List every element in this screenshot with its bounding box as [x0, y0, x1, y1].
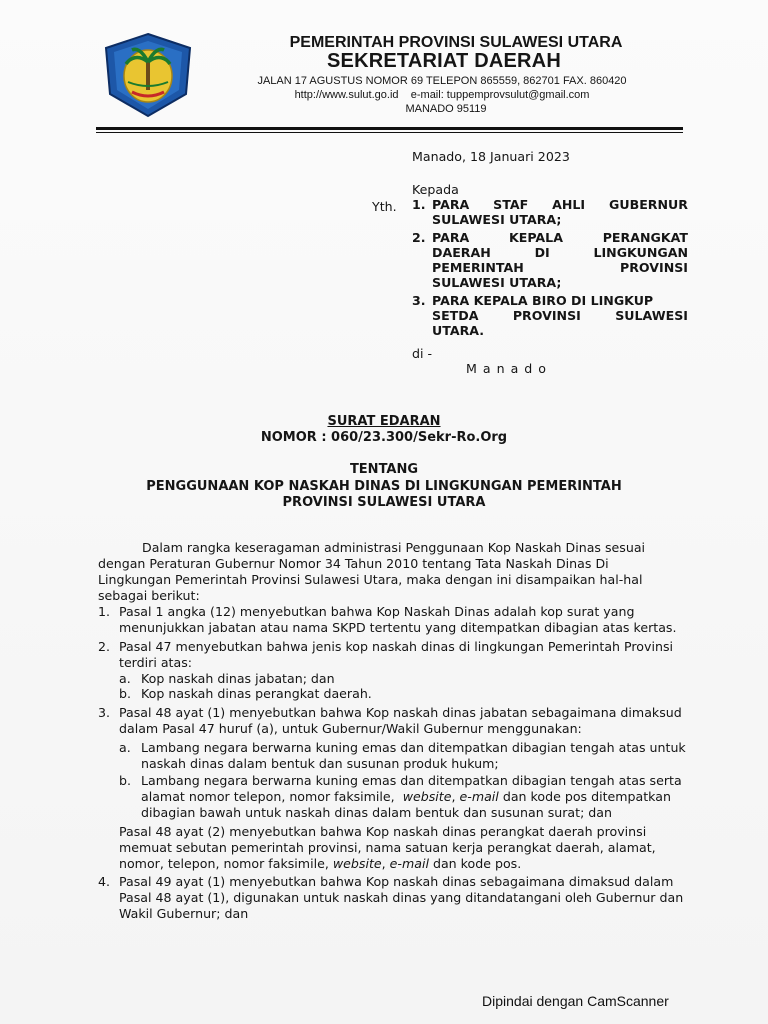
letter-heading: SURAT EDARAN [327, 414, 441, 429]
item-2-sub-a: Kop naskah dinas jabatan; dan [141, 671, 335, 686]
subject-line-2: PROVINSI SULAWESI UTARA [282, 495, 486, 510]
text-run-italic: website [402, 789, 452, 804]
text-run: , [381, 856, 386, 871]
recipient-word: PROVINSI [512, 308, 581, 323]
item-4-line-2: Pasal 48 ayat (1), digunakan untuk naskah dinas yang ditandatangani oleh Gubernur dan [119, 890, 684, 905]
item-4-line-3: Wakil Gubernur; dan [119, 906, 249, 921]
item-3-sub-b-number: b. [119, 773, 131, 788]
letterhead-rule-thin [96, 132, 683, 133]
recipient-word: STAF [493, 197, 529, 212]
item-1-line-2: menunjukkan jabatan atau nama SKPD tertentu yang ditempatkan dibagian atas kertas. [119, 620, 677, 635]
item-3-para-2-line-1: Pasal 48 ayat (2) menyebutkan bahwa Kop naskah dinas perangkat daerah provinsi [119, 824, 647, 839]
text-run: dan kode pos. [432, 856, 522, 871]
item-2-sub-b: Kop naskah dinas perangkat daerah. [141, 686, 372, 701]
letterhead-office: SEKRETARIAT DAERAH [327, 50, 561, 72]
recipient-word: DAERAH [432, 245, 491, 260]
item-2-sub-b-number: b. [119, 686, 131, 701]
recipient-word: PROVINSI [619, 260, 688, 275]
scanner-watermark: Dipindai dengan CamScanner [482, 993, 669, 1009]
di-label: di - [412, 346, 433, 361]
intro-line-3: Lingkungan Pemerintah Provinsi Sulawesi Utara, maka dengan ini disampaikan hal-hal [98, 572, 643, 587]
letterhead-government: PEMERINTAH PROVINSI SULAWESI UTARA [289, 34, 623, 51]
text-run: , [451, 789, 456, 804]
item-3-sub-b-line-2 [141, 789, 671, 804]
text-run-italic: e-mail [389, 856, 429, 871]
recipient-word: SULAWESI UTARA; [432, 275, 562, 290]
intro-line-4: sebagai berikut: [98, 588, 200, 603]
item-3-para-2-line-2: memuat sebutan pemerintah provinsi, nama satuan kerja perangkat daerah, alamat, [119, 840, 656, 855]
item-3-sub-a-number: a. [119, 740, 131, 755]
item-3-sub-b-line-3: dibagian bawah untuk naskah dinas dalam bentuk dan susunan surat; dan [141, 805, 613, 820]
text-run: dan kode pos ditempatkan [502, 789, 671, 804]
recipient-word: SULAWESI [615, 308, 688, 323]
recipient-2 [412, 230, 688, 290]
kepada-label: Kepada [412, 182, 459, 197]
letterhead-email: e-mail: tuppemprovsulut@gmail.com [410, 89, 590, 101]
recipient-word: DI [534, 245, 550, 260]
recipient-word: SULAWESI UTARA; [432, 212, 562, 227]
subject-line-1: PENGGUNAAN KOP NASKAH DINAS DI LINGKUNGAN PEMERINTAH [146, 479, 622, 494]
item-3-line-2: dalam Pasal 47 huruf (a), untuk Gubernur/Wakil Gubernur menggunakan: [119, 721, 582, 736]
recipient-number: 1. [412, 197, 426, 212]
letterhead-contact [58, 89, 768, 101]
recipient-number: 2. [412, 230, 426, 245]
item-1-line-1: Pasal 1 angka (12) menyebutkan bahwa Kop Naskah Dinas adalah kop surat yang [119, 604, 635, 619]
letterhead-rule-thick [96, 127, 683, 130]
recipient-word: PARA [432, 230, 470, 245]
recipient-word: GUBERNUR [609, 197, 688, 212]
item-4-number: 4. [98, 874, 111, 889]
recipient-word: UTARA. [432, 323, 485, 338]
item-3-sub-b-line-1: Lambang negara berwarna kuning emas dan ditempatkan dibagian tengah atas serta [141, 773, 682, 788]
item-3-line-1: Pasal 48 ayat (1) menyebutkan bahwa Kop naskah dinas jabatan sebagaimana dimaksud [119, 705, 682, 720]
recipient-word: PERANGKAT [602, 230, 688, 245]
text-run-italic: website [332, 856, 382, 871]
recipient-word: PARA [432, 197, 470, 212]
item-4-line-1: Pasal 49 ayat (1) menyebutkan bahwa Kop naskah dinas sebagaimana dimaksud dalam [119, 874, 674, 889]
tentang-label: TENTANG [349, 462, 419, 477]
intro-line-2: dengan Peraturan Gubernur Nomor 34 Tahun 2010 tentang Tata Naskah Dinas Di [98, 556, 609, 571]
letterhead-website: http://www.sulut.go.id [294, 89, 399, 101]
recipient-word: LINGKUNGAN [593, 245, 688, 260]
recipient-number: 3. [412, 293, 426, 308]
text-run: nomor, telepon, nomor faksimile, [119, 856, 329, 871]
recipient-word: KEPALA [509, 230, 563, 245]
place-date: Manado, 18 Januari 2023 [412, 149, 570, 164]
item-3-number: 3. [98, 705, 111, 720]
item-2-number: 2. [98, 639, 111, 654]
intro-line-1: Dalam rangka keseragaman administrasi Penggunaan Kop Naskah Dinas sesuai [142, 540, 646, 555]
item-3-sub-a-line-1: Lambang negara berwarna kuning emas dan ditempatkan dibagian tengah atas untuk [141, 740, 686, 755]
letter-number: NOMOR : 060/23.300/Sekr-Ro.Org [260, 430, 508, 445]
item-3-sub-a-line-2: naskah dinas dalam bentuk dan susunan produk hukum; [141, 756, 499, 771]
item-2-sub-a-number: a. [119, 671, 131, 686]
item-2-line-2: terdiri atas: [119, 655, 192, 670]
recipient-3 [412, 293, 688, 338]
letterhead-address: JALAN 17 AGUSTUS NOMOR 69 TELEPON 865559, 862701 FAX. 860420 [257, 75, 627, 87]
recipient-word: AHLI [552, 197, 586, 212]
item-2-line-1: Pasal 47 menyebutkan bahwa jenis kop naskah dinas di lingkungan Pemerintah Provinsi [119, 639, 674, 654]
yth-label: Yth. [372, 199, 397, 214]
recipient-word: PARA KEPALA BIRO DI LINGKUP [432, 293, 654, 308]
item-1-number: 1. [98, 604, 111, 619]
letterhead-city: MANADO 95119 [405, 103, 487, 115]
recipient-word: PEMERINTAH [432, 260, 524, 275]
destination: M a n a d o [466, 361, 547, 376]
item-3-para-2-line-3 [119, 856, 521, 871]
text-run: alamat nomor telepon, nomor faksimile, [141, 789, 395, 804]
recipient-1 [412, 197, 688, 227]
text-run-italic: e-mail [459, 789, 499, 804]
recipient-word: SETDA [432, 308, 479, 323]
